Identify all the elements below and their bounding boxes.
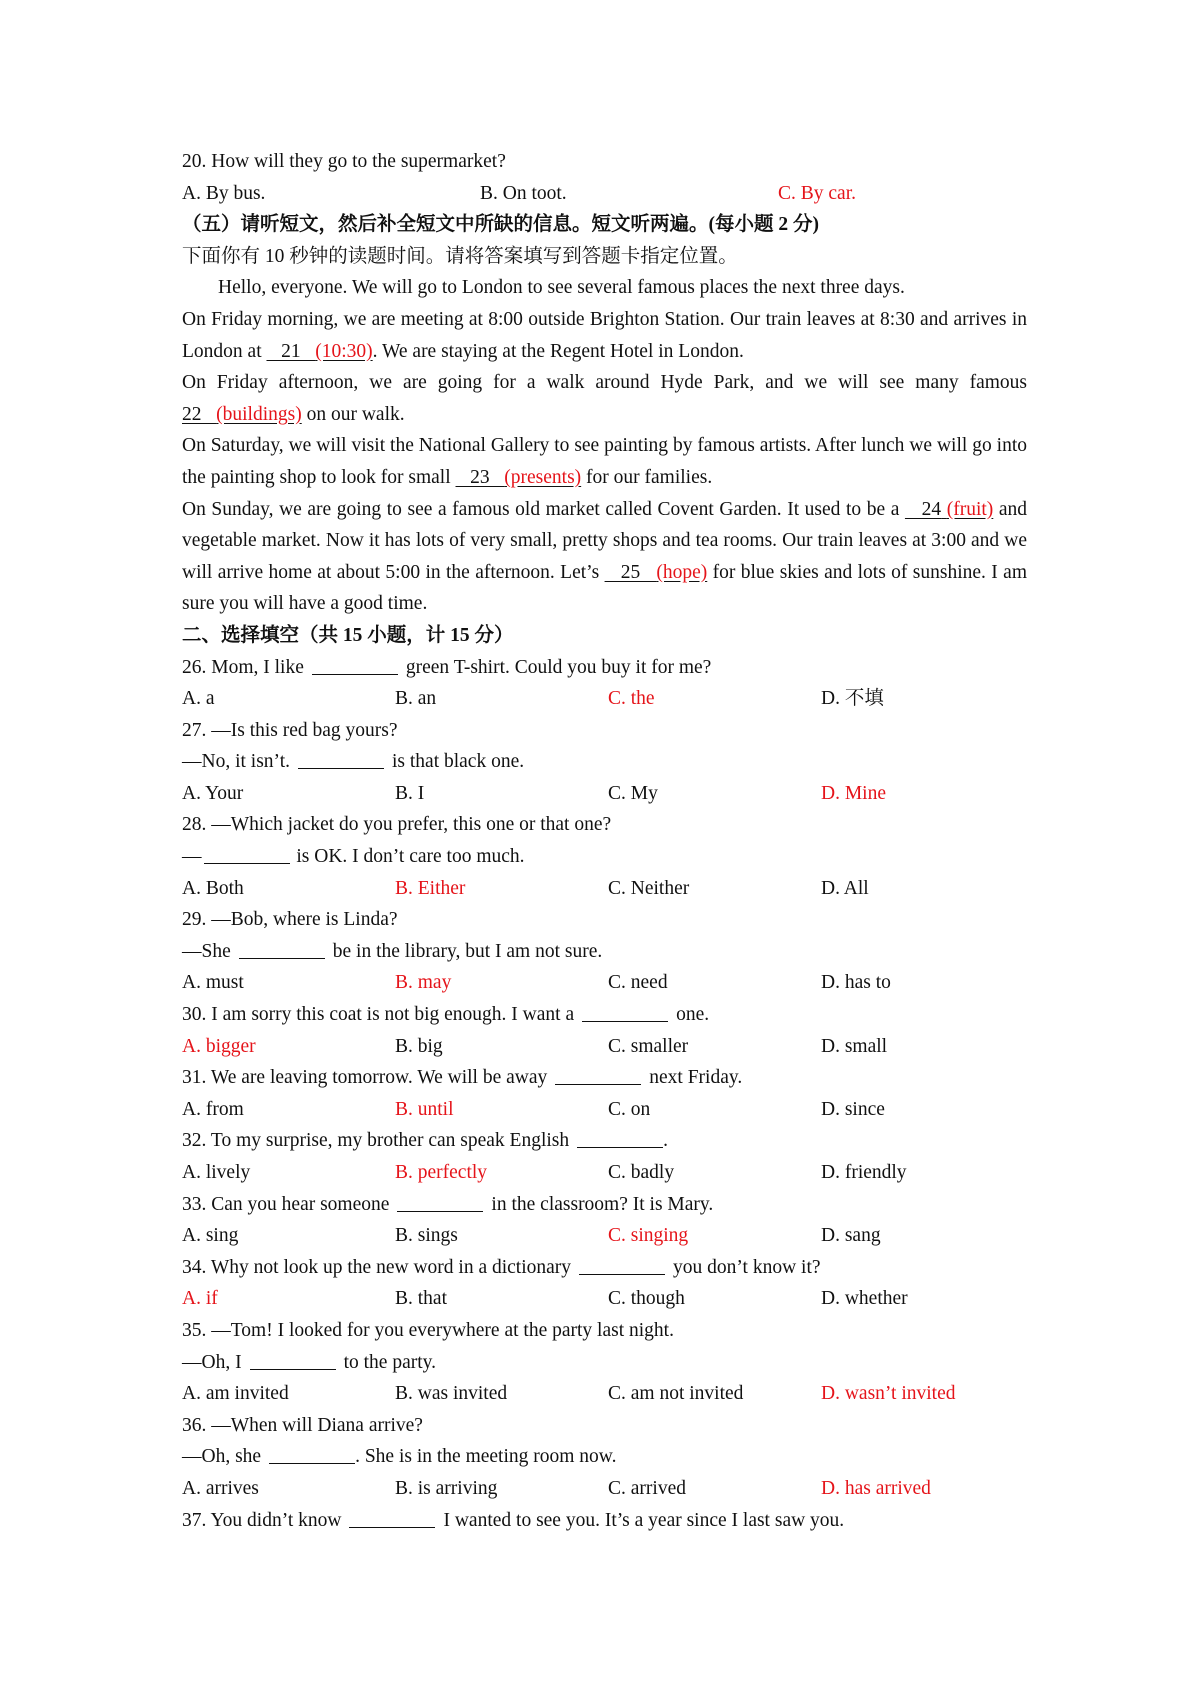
q26-option-c: C. the — [608, 688, 655, 710]
q26-option-d: D. 不填 — [821, 688, 884, 710]
q30-option-a: A. bigger — [182, 1035, 256, 1057]
passage-text: on our walk. — [301, 403, 405, 425]
q36-stem: 36. —When will Diana arrive? — [182, 1414, 423, 1436]
stem-text: 37. You didn’t know — [182, 1509, 342, 1531]
q35-option-b: B. was invited — [395, 1383, 508, 1405]
stem-text: is OK. I don’t care too much. — [296, 846, 525, 868]
blank-21 — [266, 341, 372, 362]
answer-blank — [577, 1127, 663, 1148]
passage-text: On Friday afternoon, we are going for a walk around Hyde Park, and we will see many famous — [182, 372, 1027, 394]
q33-stem — [182, 1189, 1027, 1221]
stem-text: —Oh, I — [182, 1351, 242, 1373]
answer-blank — [582, 1001, 668, 1022]
answer-blank — [204, 843, 290, 864]
q28-reply — [182, 841, 1027, 873]
heading-text: 小题，计 — [362, 624, 451, 646]
stem-text: you don’t know it? — [673, 1256, 821, 1278]
passage-text: . We are staying at the Regent Hotel in London. — [372, 340, 744, 362]
q31-option-d: D. since — [821, 1098, 885, 1120]
blank-number: 24 — [904, 498, 942, 520]
q29-reply — [182, 936, 1027, 968]
q27-option-b: B. I — [395, 782, 425, 804]
heading-score: 15 — [450, 624, 470, 646]
blank-answer: (buildings) — [216, 403, 302, 425]
q32-stem — [182, 1125, 1027, 1157]
q29-stem: 29. —Bob, where is Linda? — [182, 909, 398, 931]
stem-text: 31. We are leaving tomorrow. We will be away — [182, 1067, 548, 1089]
q32-options — [182, 1157, 1027, 1189]
q36-option-c: C. arrived — [608, 1477, 686, 1499]
q33-options — [182, 1220, 1027, 1252]
q34-option-b: B. that — [395, 1288, 447, 1310]
heading-count: 15 — [342, 624, 363, 646]
q33-option-b: B. sings — [395, 1225, 458, 1247]
blank-number: 22 — [182, 403, 217, 425]
blank-answer: (fruit) — [946, 498, 994, 520]
passage-text: On Friday morning, we are meeting at 8:00 outside Brighton Station. Our train leaves at 8:30 and arrives in London at — [182, 308, 1027, 362]
q31-options — [182, 1094, 1027, 1126]
q29-option-b: B. may — [395, 972, 452, 994]
q30-stem — [182, 999, 1027, 1031]
q20-option-c: C. By car. — [778, 182, 856, 204]
q36-option-b: B. is arriving — [395, 1477, 498, 1499]
q33-option-d: D. sang — [821, 1225, 881, 1247]
blank-answer: (presents) — [504, 466, 582, 488]
q27-options — [182, 778, 1027, 810]
passage-text: for our families. — [581, 466, 713, 488]
answer-blank — [239, 938, 325, 959]
q28-options — [182, 873, 1027, 905]
passage-text: On Sunday, we are going to see a famous old market called Covent Garden. It used to be a — [182, 498, 905, 520]
q35-option-d: D. wasn’t invited — [821, 1383, 956, 1405]
stem-text: next Friday. — [649, 1067, 743, 1089]
blank-number: 25 — [604, 561, 657, 583]
stem-text: 30. I am sorry this coat is not big enough. I want a — [182, 1004, 575, 1026]
q36-options — [182, 1473, 1027, 1505]
q32-option-c: C. badly — [608, 1162, 675, 1183]
q29-option-d: D. has to — [821, 972, 891, 994]
blank-number: 23 — [455, 466, 505, 488]
stem-text: I wanted to see you. It’s a year since I last saw you. — [443, 1509, 845, 1531]
stem-text: to the party. — [343, 1351, 436, 1373]
q28-option-d: D. All — [821, 877, 869, 899]
section5-heading: （五）请听短文，然后补全短文中所缺的信息。短文听两遍。(每小题 2 分) — [182, 214, 819, 236]
stem-text: one. — [676, 1004, 710, 1026]
blank-23 — [456, 467, 582, 488]
answer-blank — [269, 1443, 355, 1464]
section5-instruction: 下面你有 10 秒钟的读题时间。请将答案填写到答题卡指定位置。 — [182, 245, 738, 267]
q27-option-d: D. Mine — [821, 782, 886, 804]
blank-24 — [905, 499, 993, 520]
q34-option-c: C. though — [608, 1288, 685, 1310]
stem-text: —She — [182, 940, 231, 962]
passage-p3 — [182, 367, 1027, 430]
answer-blank — [250, 1349, 336, 1370]
exam-page — [182, 146, 1027, 1536]
passage-p4 — [182, 430, 1027, 493]
stem-text: is that black one. — [391, 751, 525, 773]
q35-option-a: A. am invited — [182, 1383, 289, 1405]
q26-option-a: A. a — [182, 688, 215, 710]
q31-option-b: B. until — [395, 1098, 454, 1120]
q35-stem: 35. —Tom! I looked for you everywhere at the party last night. — [182, 1319, 674, 1341]
q29-option-a: A. must — [182, 972, 244, 994]
stem-text: —No, it isn’t. — [182, 751, 290, 773]
answer-blank — [397, 1191, 483, 1212]
stem-text: 32. To my surprise, my brother can speak English — [182, 1130, 570, 1152]
blank-25 — [605, 562, 708, 583]
q30-option-b: B. big — [395, 1035, 443, 1057]
q37-stem — [182, 1505, 1027, 1537]
q28-stem: 28. —Which jacket do you prefer, this one or that one? — [182, 814, 612, 836]
section2-heading — [182, 620, 1027, 652]
q30-option-d: D. small — [821, 1035, 888, 1057]
answer-blank — [349, 1507, 435, 1528]
q31-option-c: C. on — [608, 1098, 651, 1120]
q26-options — [182, 683, 1027, 715]
q31-stem — [182, 1062, 1027, 1094]
blank-22 — [182, 404, 302, 425]
q34-option-d: D. whether — [821, 1288, 908, 1310]
stem-text: green T-shirt. Could you buy it for me? — [405, 656, 712, 678]
q20-option-b: B. On toot. — [480, 182, 567, 204]
q35-options — [182, 1378, 1027, 1410]
q35-reply — [182, 1347, 1027, 1379]
passage-p5 — [182, 494, 1027, 620]
q26-stem — [182, 652, 1027, 684]
answer-blank — [555, 1064, 641, 1085]
q30-options — [182, 1031, 1027, 1063]
stem-text: — — [182, 846, 202, 868]
q27-option-c: C. My — [608, 782, 658, 804]
stem-text: 33. Can you hear someone — [182, 1193, 390, 1215]
q20-option-a: A. By bus. — [182, 182, 266, 204]
stem-text: in the classroom? It is Mary. — [491, 1193, 714, 1215]
q20-options — [182, 178, 1027, 210]
q36-reply — [182, 1441, 1027, 1473]
q31-option-a: A. from — [182, 1098, 244, 1120]
passage-p1: Hello, everyone. We will go to London to see several famous places the next three days. — [218, 277, 905, 299]
q36-option-d: D. has arrived — [821, 1477, 931, 1499]
q27-option-a: A. Your — [182, 782, 244, 804]
q34-option-a: A. if — [182, 1288, 218, 1310]
passage-text: and vegetable market. Now it has lots of very small, pretty shops and tea rooms. Our train leaves at 3:00 and we will arrive home at about 5:00 in the afternoon. Let’s — [182, 498, 1028, 583]
q26-option-b: B. an — [395, 688, 437, 710]
q32-option-a: A. lively — [182, 1162, 251, 1183]
heading-text: 分） — [469, 624, 514, 646]
passage-text: for blue skies and lots of sunshine. I am sure you will have a good time. — [182, 561, 1027, 615]
q27-stem: 27. —Is this red bag yours? — [182, 719, 398, 741]
stem-text: . She is in the meeting room now. — [355, 1446, 617, 1468]
stem-text: 26. Mom, I like — [182, 656, 304, 678]
blank-number: 21 — [266, 340, 316, 362]
q29-option-c: C. need — [608, 972, 668, 994]
q36-option-a: A. arrives — [182, 1477, 259, 1499]
heading-text: 二、选择填空（共 — [182, 624, 343, 646]
q33-option-a: A. sing — [182, 1225, 239, 1247]
q32-option-d: D. friendly — [821, 1162, 907, 1183]
passage-p2 — [182, 304, 1027, 367]
q33-option-c: C. singing — [608, 1225, 689, 1247]
blank-answer: (hope) — [656, 561, 708, 583]
blank-answer: (10:30) — [315, 340, 373, 362]
stem-text: 34. Why not look up the new word in a dictionary — [182, 1256, 572, 1278]
q28-option-a: A. Both — [182, 877, 244, 899]
q32-option-b: B. perfectly — [395, 1162, 488, 1183]
q30-option-c: C. smaller — [608, 1035, 689, 1057]
stem-text: . — [663, 1130, 668, 1152]
answer-blank — [579, 1254, 665, 1275]
q34-stem — [182, 1252, 1027, 1284]
q35-option-c: C. am not invited — [608, 1383, 744, 1405]
stem-text: be in the library, but I am not sure. — [332, 940, 603, 962]
q27-reply — [182, 746, 1027, 778]
q29-options — [182, 967, 1027, 999]
q20-stem: 20. How will they go to the supermarket? — [182, 151, 506, 172]
q34-options — [182, 1283, 1027, 1315]
q28-option-b: B. Either — [395, 877, 466, 899]
q28-option-c: C. Neither — [608, 877, 690, 899]
passage-text: On Saturday, we will visit the National Gallery to see painting by famous artists. After lunch we will go into the painting shop to look for small — [182, 435, 1027, 488]
answer-blank — [312, 654, 398, 675]
answer-blank — [298, 748, 384, 769]
stem-text: —Oh, she — [182, 1446, 262, 1468]
